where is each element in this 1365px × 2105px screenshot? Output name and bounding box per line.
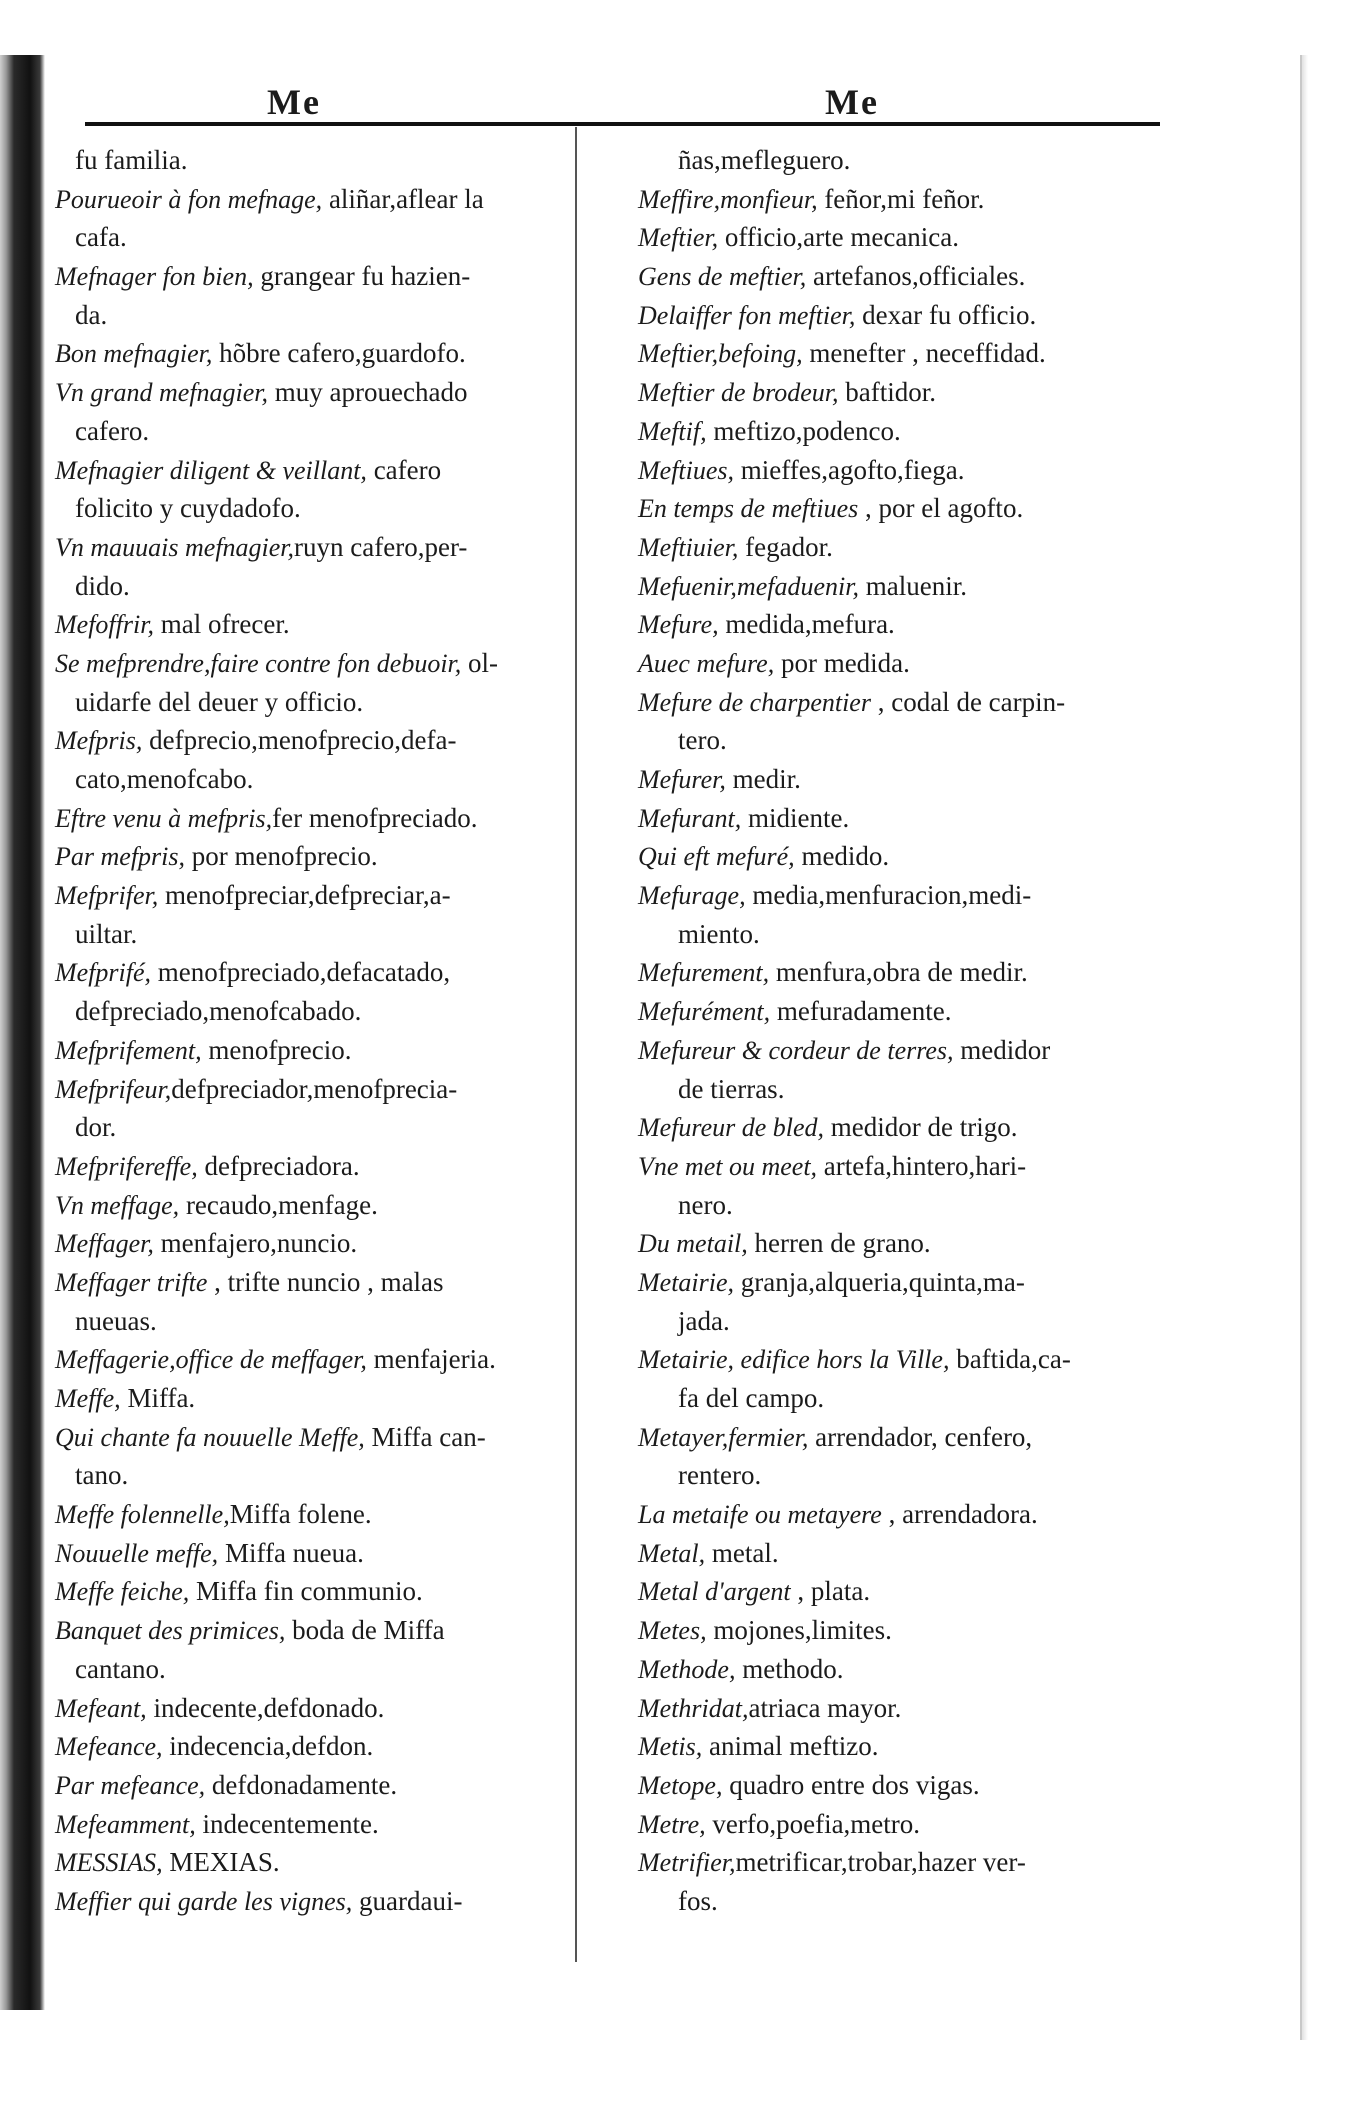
- spanish-definition: grangear fu hazien-: [253, 261, 471, 292]
- dictionary-line: [45, 1572, 555, 1611]
- spanish-definition: fer menofpreciado.: [272, 802, 478, 833]
- dictionary-line: [593, 605, 1153, 644]
- dictionary-line: [45, 373, 555, 412]
- french-headword: Gens de meftier,: [638, 262, 807, 292]
- french-headword: Eftre venu à mefpris,: [55, 803, 273, 833]
- dictionary-line: [45, 412, 555, 451]
- dictionary-line: [45, 218, 555, 257]
- spanish-definition: Miffa nueua.: [218, 1537, 364, 1568]
- dictionary-line: [45, 257, 555, 296]
- french-headword: Meffe feiche,: [55, 1577, 190, 1607]
- spanish-definition: por medida.: [774, 647, 910, 678]
- french-headword: Mefureur de bled,: [638, 1113, 825, 1143]
- dictionary-line: [593, 876, 1153, 915]
- spanish-definition: da.: [75, 299, 108, 330]
- french-headword: Mefprifer,: [55, 881, 159, 911]
- spanish-definition: Miffa can-: [364, 1421, 486, 1452]
- french-headword: Meftier,: [638, 223, 719, 253]
- dictionary-line: [593, 799, 1153, 838]
- dictionary-line: [593, 257, 1153, 296]
- dictionary-line: [45, 1340, 555, 1379]
- spanish-definition: methodo.: [735, 1653, 844, 1684]
- french-headword: En temps de meftiues: [638, 494, 859, 524]
- dictionary-page: [45, 55, 1302, 2040]
- spanish-definition: ol-: [461, 647, 499, 678]
- dictionary-line: [593, 837, 1153, 876]
- left-column: [45, 141, 555, 1921]
- spanish-definition: folicito y cuydadofo.: [75, 493, 301, 524]
- dictionary-line: [45, 953, 555, 992]
- french-headword: Metal d'argent: [638, 1577, 791, 1607]
- dictionary-line: [45, 528, 555, 567]
- dictionary-line: [45, 451, 555, 490]
- spanish-definition: cafero.: [75, 415, 150, 446]
- adjacent-page-edge: [2, 55, 16, 2010]
- french-headword: Meftier de brodeur,: [638, 378, 839, 408]
- french-headword: Delaiffer fon meftier,: [638, 300, 856, 330]
- french-headword: Methridat,: [638, 1693, 749, 1723]
- french-headword: Mefprifé,: [55, 958, 152, 988]
- dictionary-line: [45, 1766, 555, 1805]
- french-headword: Metre,: [638, 1809, 706, 1839]
- french-headword: Meffager trifte: [55, 1267, 208, 1297]
- dictionary-line: [593, 1650, 1153, 1689]
- spanish-definition: dexar fu officio.: [855, 299, 1037, 330]
- french-headword: Meffager,: [55, 1229, 154, 1259]
- dictionary-line: [593, 1843, 1153, 1882]
- spanish-definition: cantano.: [75, 1653, 166, 1684]
- dictionary-line: [45, 1456, 555, 1495]
- french-headword: Mefprifereffe,: [55, 1151, 198, 1181]
- french-headword: Se mefprendre,faire contre fon debuoir,: [55, 648, 462, 678]
- dictionary-line: [45, 1611, 555, 1650]
- spanish-definition: midiente.: [741, 802, 850, 833]
- dictionary-line: [45, 489, 555, 528]
- spanish-definition: de tierras.: [678, 1073, 785, 1104]
- dictionary-line: [45, 567, 555, 606]
- dictionary-line: [45, 1108, 555, 1147]
- spanish-definition: muy aprouechado: [268, 377, 468, 408]
- dictionary-line: [593, 644, 1153, 683]
- french-headword: Meftiuier,: [638, 532, 739, 562]
- french-headword: MESSIAS,: [55, 1848, 163, 1878]
- french-headword: Mefeance,: [55, 1732, 163, 1762]
- spanish-definition: menfajeria.: [366, 1344, 496, 1375]
- dictionary-line: [45, 1843, 555, 1882]
- dictionary-line: [45, 1418, 555, 1457]
- dictionary-line: [45, 1534, 555, 1573]
- french-headword: Mefure,: [638, 610, 719, 640]
- spanish-definition: metrificar,trobar,hazer ver-: [735, 1847, 1026, 1878]
- spanish-definition: defpreciado,menofcabado.: [75, 996, 362, 1027]
- dictionary-line: [45, 1224, 555, 1263]
- dictionary-line: [593, 141, 1153, 180]
- dictionary-line: [45, 1805, 555, 1844]
- spanish-definition: , arrendadora.: [881, 1499, 1038, 1530]
- dictionary-line: [45, 721, 555, 760]
- dictionary-line: [593, 567, 1153, 606]
- spanish-definition: menofprecio.: [201, 1034, 352, 1065]
- spanish-definition: metal.: [705, 1537, 779, 1568]
- dictionary-line: [593, 412, 1153, 451]
- spanish-definition: verfo,poefia,metro.: [705, 1808, 921, 1839]
- french-headword: La metaife ou metayere: [638, 1500, 882, 1530]
- spanish-definition: aliñar,aflear la: [322, 183, 484, 214]
- french-headword: Metis,: [638, 1732, 703, 1762]
- french-headword: Meffier qui garde les vignes,: [55, 1886, 353, 1916]
- spanish-definition: medidor: [953, 1034, 1051, 1065]
- dictionary-line: [593, 1186, 1153, 1225]
- french-headword: Mefprifement,: [55, 1035, 202, 1065]
- dictionary-line: [593, 1418, 1153, 1457]
- spanish-definition: fos.: [678, 1885, 718, 1916]
- french-headword: Mefuenir,mefaduenir,: [638, 571, 859, 601]
- french-headword: Metope,: [638, 1770, 723, 1800]
- french-headword: Mefnager fon bien,: [55, 262, 254, 292]
- spanish-definition: cato,menofcabo.: [75, 764, 254, 794]
- french-headword: Mefoffrir,: [55, 610, 154, 640]
- spanish-definition: maluenir.: [858, 570, 967, 601]
- dictionary-line: [45, 1689, 555, 1728]
- spanish-definition: recaudo,menfage.: [179, 1189, 378, 1220]
- french-headword: Auec mefure,: [638, 648, 775, 678]
- right-column: [593, 141, 1153, 1921]
- spanish-definition: uidarfe del deuer y officio.: [75, 686, 364, 717]
- dictionary-line: [45, 180, 555, 219]
- dictionary-line: [593, 1263, 1153, 1302]
- dictionary-line: [45, 334, 555, 373]
- spanish-definition: arrendador, cenfero,: [808, 1421, 1033, 1452]
- spanish-definition: indecencia,defdon.: [162, 1731, 374, 1762]
- french-headword: Bon mefnagier,: [55, 339, 213, 369]
- french-headword: Metal,: [638, 1538, 706, 1568]
- dictionary-line: [45, 1650, 555, 1689]
- french-headword: Mefeant,: [55, 1693, 147, 1723]
- dictionary-line: [45, 1882, 555, 1921]
- french-headword: Mefurement,: [638, 958, 770, 988]
- spanish-definition: cafa.: [75, 222, 127, 253]
- french-headword: Metes,: [638, 1616, 707, 1646]
- spanish-definition: mojones,limites.: [706, 1615, 892, 1646]
- spanish-definition: animal meftizo.: [702, 1731, 879, 1762]
- french-headword: Nouuelle meffe,: [55, 1538, 219, 1568]
- dictionary-line: [593, 334, 1153, 373]
- spanish-definition: dor.: [75, 1112, 117, 1143]
- dictionary-line: [593, 1340, 1153, 1379]
- spanish-definition: Miffa fin communio.: [189, 1576, 423, 1607]
- spanish-definition: tano.: [75, 1460, 129, 1491]
- dictionary-line: [593, 1070, 1153, 1109]
- dictionary-line: [45, 1302, 555, 1341]
- french-headword: Meftif,: [638, 416, 707, 446]
- french-headword: Mefureur & cordeur de terres,: [638, 1035, 954, 1065]
- spanish-definition: , por el agofto.: [858, 493, 1024, 524]
- dictionary-line: [593, 1805, 1153, 1844]
- french-headword: Vn grand mefnagier,: [55, 378, 269, 408]
- spanish-definition: mal ofrecer.: [153, 609, 290, 640]
- dictionary-line: [593, 1572, 1153, 1611]
- spanish-definition: medidor de trigo.: [824, 1112, 1018, 1143]
- spanish-definition: jada.: [678, 1305, 730, 1336]
- dictionary-line: [593, 1882, 1153, 1921]
- spanish-definition: fegador.: [738, 531, 833, 562]
- french-headword: Metayer,fermier,: [638, 1422, 809, 1452]
- spanish-definition: indecente,defdonado.: [146, 1692, 385, 1723]
- french-headword: Pourueoir à fon mefnage,: [55, 184, 323, 214]
- spanish-definition: ruyn cafero,per-: [294, 531, 468, 562]
- dictionary-line: [45, 915, 555, 954]
- spanish-definition: feñor,mi feñor.: [817, 183, 985, 214]
- dictionary-line: [45, 605, 555, 644]
- dictionary-line: [593, 373, 1153, 412]
- dictionary-line: [45, 1495, 555, 1534]
- dictionary-line: [45, 1070, 555, 1109]
- spanish-definition: defpreciador,menofprecia-: [171, 1073, 458, 1104]
- dictionary-line: [593, 1534, 1153, 1573]
- spanish-definition: menefter , neceffidad.: [802, 338, 1046, 369]
- french-headword: Meftier,befoing,: [638, 339, 803, 369]
- spanish-definition: uiltar.: [75, 918, 138, 949]
- dictionary-line: [593, 218, 1153, 257]
- french-headword: Vn meffage,: [55, 1190, 180, 1220]
- dictionary-line: [593, 992, 1153, 1031]
- spanish-definition: boda de Miffa: [285, 1615, 445, 1646]
- dictionary-line: [593, 1611, 1153, 1650]
- french-headword: Meffire,monfieur,: [638, 184, 818, 214]
- spanish-definition: fu familia.: [75, 145, 188, 175]
- dictionary-line: [45, 837, 555, 876]
- spanish-definition: medir.: [725, 764, 801, 794]
- spanish-definition: , trifte nuncio , malas: [207, 1266, 444, 1297]
- french-headword: Meffagerie,office de meffager,: [55, 1345, 367, 1375]
- dictionary-line: [593, 489, 1153, 528]
- dictionary-line: [593, 1456, 1153, 1495]
- spanish-definition: granja,alqueria,quinta,ma-: [734, 1266, 1025, 1297]
- dictionary-line: [593, 528, 1153, 567]
- french-headword: Mefpris,: [55, 726, 143, 756]
- dictionary-line: [45, 1186, 555, 1225]
- french-headword: Vn mauuais mefnagier,: [55, 532, 295, 562]
- spanish-definition: baftida,ca-: [949, 1344, 1071, 1375]
- dictionary-line: [45, 799, 555, 838]
- french-headword: Mefurage,: [638, 881, 746, 911]
- spanish-definition: nero.: [678, 1189, 733, 1220]
- dictionary-line: [45, 1727, 555, 1766]
- french-headword: Qui chante fa nouuelle Meffe,: [55, 1422, 365, 1452]
- french-headword: Mefurément,: [638, 997, 771, 1027]
- spanish-definition: mefuradamente.: [770, 996, 952, 1027]
- spanish-definition: , plata.: [790, 1576, 871, 1607]
- spanish-definition: MEXIAS.: [162, 1847, 280, 1878]
- dictionary-line: [593, 1495, 1153, 1534]
- spanish-definition: nueuas.: [75, 1305, 157, 1336]
- column-divider: [575, 127, 577, 1962]
- spanish-definition: menofpreciar,defpreciar,a-: [158, 880, 451, 911]
- dictionary-line: [593, 1302, 1153, 1341]
- spanish-definition: medida,mefura.: [718, 609, 895, 640]
- running-head-right: Me: [825, 82, 879, 122]
- dictionary-line: [593, 1147, 1153, 1186]
- spanish-definition: defdonadamente.: [205, 1769, 398, 1800]
- dictionary-line: [593, 1766, 1153, 1805]
- spanish-definition: menfura,obra de medir.: [769, 957, 1028, 988]
- french-headword: Mefurer,: [638, 765, 726, 794]
- dictionary-line: [593, 1108, 1153, 1147]
- french-headword: Du metail,: [638, 1229, 748, 1259]
- spanish-definition: menofpreciado,defacatado,: [151, 957, 451, 988]
- spanish-definition: hõbre cafero,guardofo.: [212, 338, 466, 369]
- spanish-definition: tero.: [678, 725, 727, 756]
- dictionary-line: [593, 1379, 1153, 1418]
- french-headword: Mefprifeur,: [55, 1074, 172, 1104]
- french-headword: Vne met ou meet,: [638, 1151, 818, 1181]
- spanish-definition: atriaca mayor.: [748, 1692, 902, 1723]
- dictionary-line: [45, 1147, 555, 1186]
- spanish-definition: defprecio,menofprecio,defa-: [142, 725, 457, 756]
- dictionary-line: [45, 1379, 555, 1418]
- spanish-definition: baftidor.: [838, 377, 936, 408]
- dictionary-line: [45, 992, 555, 1031]
- french-headword: Mefnagier diligent & veillant,: [55, 455, 367, 485]
- dictionary-line: [593, 721, 1153, 760]
- spanish-definition: guardaui-: [352, 1885, 463, 1916]
- dictionary-line: [593, 683, 1153, 722]
- dictionary-line: [45, 644, 555, 683]
- french-headword: Meffe,: [55, 1384, 121, 1413]
- spanish-definition: herren de grano.: [747, 1228, 931, 1259]
- spanish-definition: artefanos,officiales.: [806, 261, 1026, 292]
- dictionary-line: [593, 1031, 1153, 1070]
- spanish-definition: rentero.: [678, 1460, 762, 1491]
- french-headword: Meftiues,: [638, 455, 735, 485]
- spanish-definition: dido.: [75, 570, 130, 601]
- spanish-definition: medido.: [794, 841, 890, 872]
- french-headword: Mefeamment,: [55, 1809, 196, 1839]
- french-headword: Metairie,: [638, 1267, 735, 1297]
- spanish-definition: mieffes,agofto,fiega.: [734, 454, 965, 485]
- french-headword: Metairie, edifice hors la Ville,: [638, 1345, 950, 1375]
- dictionary-line: [593, 1224, 1153, 1263]
- french-headword: Par mefpris,: [55, 842, 185, 872]
- french-headword: Mefure de charpentier: [638, 687, 871, 717]
- french-headword: Qui eft mefuré,: [638, 842, 795, 872]
- dictionary-line: [45, 1263, 555, 1302]
- dictionary-line: [45, 1031, 555, 1070]
- french-headword: Par mefeance,: [55, 1770, 206, 1800]
- dictionary-line: [45, 760, 555, 799]
- spanish-definition: defpreciadora.: [197, 1150, 360, 1181]
- french-headword: Banquet des primices,: [55, 1616, 286, 1646]
- spanish-definition: meftizo,podenco.: [706, 415, 901, 446]
- french-headword: Mefurant,: [638, 803, 742, 833]
- spanish-definition: cafero: [366, 454, 442, 485]
- dictionary-line: [593, 180, 1153, 219]
- french-headword: Meffe folennelle,: [55, 1500, 230, 1530]
- french-headword: Methode,: [638, 1654, 736, 1684]
- header-rule: [85, 122, 1160, 126]
- french-headword: Metrifier,: [638, 1848, 736, 1878]
- dictionary-line: [45, 141, 555, 180]
- spanish-definition: media,menfuracion,medi-: [745, 880, 1032, 911]
- dictionary-line: [45, 296, 555, 335]
- dictionary-line: [45, 683, 555, 722]
- dictionary-line: [593, 953, 1153, 992]
- dictionary-line: [593, 1727, 1153, 1766]
- book-spine: [0, 55, 45, 2010]
- spanish-definition: ñas,mefleguero.: [678, 145, 851, 175]
- spanish-definition: indecentemente.: [195, 1808, 379, 1839]
- running-head-left: Me: [267, 82, 321, 122]
- spanish-definition: , codal de carpin-: [870, 686, 1066, 717]
- dictionary-line: [45, 876, 555, 915]
- spanish-definition: miento.: [678, 918, 760, 949]
- spanish-definition: Miffa.: [120, 1383, 196, 1413]
- spanish-definition: fa del campo.: [678, 1383, 825, 1413]
- dictionary-line: [593, 451, 1153, 490]
- spanish-definition: quadro entre dos vigas.: [722, 1769, 980, 1800]
- dictionary-line: [593, 915, 1153, 954]
- spanish-definition: Miffa folene.: [229, 1499, 372, 1530]
- spanish-definition: menfajero,nuncio.: [153, 1228, 358, 1259]
- spanish-definition: officio,arte mecanica.: [718, 222, 960, 253]
- dictionary-line: [593, 296, 1153, 335]
- dictionary-line: [593, 760, 1153, 799]
- spanish-definition: por menofprecio.: [185, 841, 378, 872]
- dictionary-line: [593, 1689, 1153, 1728]
- spanish-definition: artefa,hintero,hari-: [817, 1150, 1027, 1181]
